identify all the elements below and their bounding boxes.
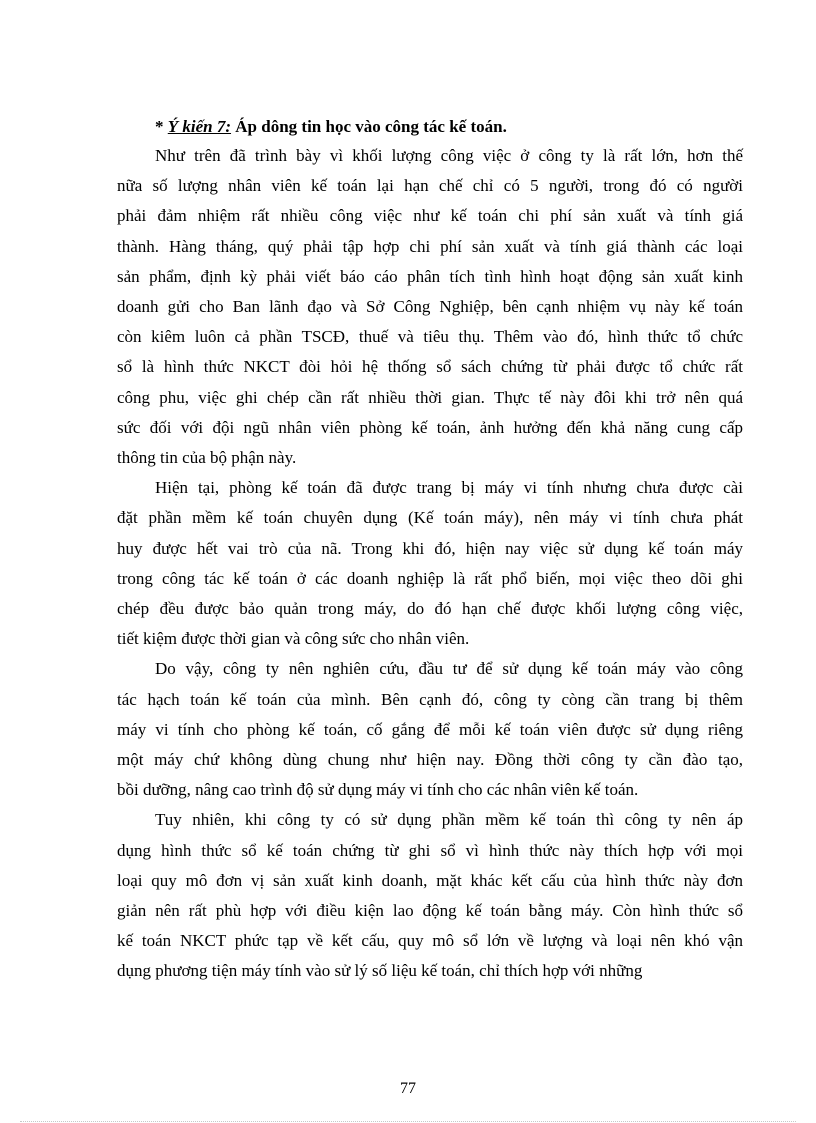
paragraph-line: dụng phương tiện máy tính vào sử lý số liệu kế toán, chỉ thích hợp với những: [117, 961, 643, 981]
paragraph-line: một máy chứ không dùng chung như hiện nay. Đồng thời công ty cần đào tạo,: [117, 750, 743, 770]
paragraph: [117, 654, 743, 805]
page-number: 77: [400, 1080, 416, 1097]
paragraph-line: giản nên rất phù hợp với điều kiện lao động kế toán bằng máy. Còn hình thức sổ: [117, 901, 743, 921]
paragraph: [117, 805, 743, 986]
section-heading: [117, 112, 743, 141]
paragraph-line: bồi dưỡng, nâng cao trình độ sử dụng máy vi tính cho các nhân viên kế toán.: [117, 780, 639, 800]
paragraph-line: Hiện tại, phòng kế toán đã được trang bị máy vi tính nhưng chưa được cài: [155, 478, 743, 498]
heading-title: Áp dông tin học vào công tác kế toán.: [231, 117, 507, 136]
paragraph-line: Như trên đã trình bày vì khối lượng công việc ở công ty là rất lớn, hơn thế: [155, 146, 743, 165]
paragraph-line: thông tin của bộ phận này.: [117, 448, 297, 468]
heading-label: Ý kiến 7:: [167, 117, 232, 136]
paragraph-line: còn kiêm luôn cả phần TSCĐ, thuế và tiêu thụ. Thêm vào đó, hình thức tổ chức: [117, 327, 743, 347]
paragraph-line: Do vậy, công ty nên nghiên cứu, đầu tư để sử dụng kế toán máy vào công: [155, 659, 743, 679]
paragraph-line: sổ là hình thức NKCT đòi hỏi hệ thống sổ sách chứng từ phải được tổ chức rất: [117, 357, 743, 377]
paragraph-line: chép đều được bảo quản trong máy, do đó hạn chế được khối lượng công việc,: [117, 599, 743, 619]
page-bottom-rule: [20, 1121, 796, 1122]
heading-prefix: *: [155, 117, 168, 136]
paragraph-line: tiết kiệm được thời gian và công sức cho nhân viên.: [117, 629, 470, 649]
paragraph: [117, 141, 743, 473]
paragraph-line: doanh gửi cho Ban lãnh đạo và Sở Công Nghiệp, bên cạnh nhiệm vụ này kế toán: [117, 297, 743, 317]
paragraph-line: phải đảm nhiệm rất nhiều công việc như kế toán chi phí sản xuất và tính giá: [117, 206, 743, 226]
paragraph-line: thành. Hàng tháng, quý phải tập hợp chi phí sản xuất và tính giá thành các loại: [117, 236, 743, 256]
paragraph-line: trong công tác kế toán ở các doanh nghiệp là rất phổ biến, mọi việc theo dõi ghi: [117, 568, 743, 588]
paragraph-line: dụng hình thức sổ kế toán chứng từ ghi sổ vì hình thức này thích hợp với mọi: [117, 840, 743, 860]
body-text: [117, 141, 743, 987]
paragraph-line: máy vi tính cho phòng kế toán, cố gắng để mỗi kế toán viên được sử dụng riêng: [117, 719, 743, 739]
paragraph-line: công phu, việc ghi chép cần rất nhiều thời gian. Thực tế này đôi khi trở nên quá: [117, 387, 743, 407]
paragraph-line: loại quy mô đơn vị sản xuất kinh doanh, mặt khác kết cấu của hình thức này đơn: [117, 870, 743, 890]
paragraph-line: nữa số lượng nhân viên kế toán lại hạn chế chỉ có 5 người, trong đó có người: [117, 176, 743, 196]
page-content: [117, 112, 743, 987]
paragraph-line: huy được hết vai trò của nã. Trong khi đó, hiện nay việc sử dụng kế toán máy: [117, 538, 743, 558]
paragraph-line: Tuy nhiên, khi công ty có sử dụng phần mềm kế toán thì công ty nên áp: [155, 810, 743, 830]
paragraph-line: tác hạch toán kế toán của mình. Bên cạnh đó, công ty còng cần trang bị thêm: [117, 689, 743, 709]
paragraph-line: sản phẩm, định kỳ phải viết báo cáo phân tích tình hình hoạt động sản xuất kinh: [117, 266, 743, 286]
paragraph: [117, 473, 743, 654]
paragraph-line: đặt phần mềm kế toán chuyên dụng (Kế toán máy), nên máy vi tính chưa phát: [117, 508, 743, 528]
paragraph-line: sức đối với đội ngũ nhân viên phòng kế toán, ảnh hưởng đến khả năng cung cấp: [117, 417, 743, 437]
paragraph-line: kế toán NKCT phức tạp về kết cấu, quy mô sổ lớn về lượng và loại nên khó vận: [117, 931, 743, 951]
